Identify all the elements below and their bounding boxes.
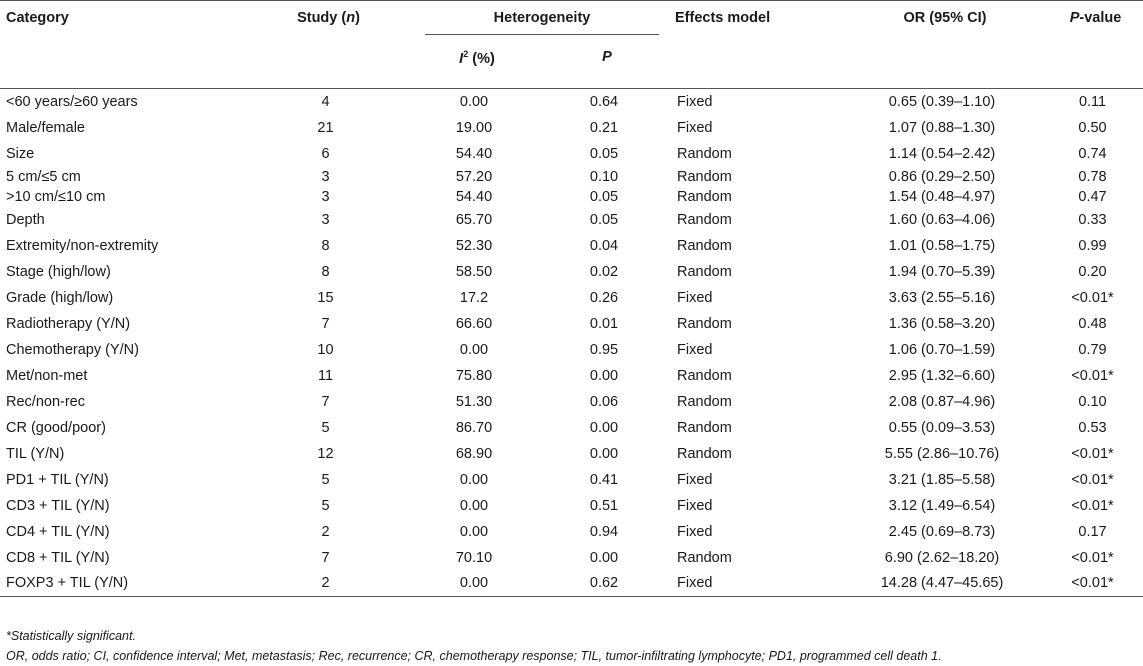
cell-or-ci: 1.94 (0.70–5.39) (888, 263, 996, 280)
cell-i2: 54.40 (455, 188, 493, 205)
table-row (0, 467, 1143, 493)
table-row (0, 115, 1143, 141)
cell-or-ci: 3.21 (1.85–5.58) (888, 471, 996, 488)
cell-p-value: 0.47 (1078, 188, 1107, 205)
table-row (0, 493, 1143, 519)
table-row (0, 441, 1143, 467)
cell-p-value: <0.01* (1071, 549, 1114, 566)
cell-p: 0.26 (589, 289, 619, 306)
footnote-abbreviations: OR, odds ratio; CI, confidence interval; Met, metastasis; Rec, recurrence; CR, chemotherapy response; TIL, tumor-infiltrating lymphocyte; PD1, programmed cell death 1. (6, 649, 942, 663)
table-row (0, 363, 1143, 389)
cell-category: CD8 + TIL (Y/N) (6, 549, 110, 566)
table-row (0, 337, 1143, 363)
header-i2: $I^2$ (%) (409, 37, 539, 89)
table-body (0, 89, 1143, 597)
cell-i2: 52.30 (455, 237, 493, 254)
cell-or-ci: 3.63 (2.55–5.16) (888, 289, 996, 306)
cell-p-value: 0.48 (1078, 315, 1107, 332)
cell-or-ci: 1.01 (0.58–1.75) (888, 237, 996, 254)
cell-or-ci: 5.55 (2.86–10.76) (884, 445, 1000, 462)
cell-effects-model: Fixed (669, 571, 842, 597)
table-row (0, 285, 1143, 311)
footnote-significance: *Statistically significant. (6, 629, 136, 643)
cell-effects-model: Random (677, 211, 732, 228)
cell-category: >10 cm/≤10 cm (6, 188, 106, 205)
cell-p-value: 0.78 (1078, 168, 1107, 185)
cell-category: CD3 + TIL (Y/N) (6, 497, 110, 514)
cell-p: 0.00 (589, 367, 619, 384)
cell-study: 5 (321, 497, 330, 514)
cell-study: 3 (321, 211, 330, 228)
cell-i2: 68.90 (455, 445, 493, 462)
cell-p-value: <0.01* (1071, 367, 1114, 384)
cell-or-ci: 14.28 (4.47–45.65) (842, 571, 1042, 597)
cell-category: Size (6, 145, 35, 162)
table-row (0, 259, 1143, 285)
cell-effects-model: Fixed (677, 497, 713, 514)
cell-p: 0.01 (589, 315, 619, 332)
header-empty (1042, 37, 1143, 89)
cell-i2: 86.70 (455, 419, 493, 436)
cell-i2: 0.00 (459, 341, 489, 358)
cell-p: 0.62 (539, 571, 669, 597)
table-row (0, 141, 1143, 167)
cell-p-value: <0.01* (1071, 445, 1114, 462)
cell-effects-model: Random (677, 367, 732, 384)
cell-p: 0.06 (589, 393, 619, 410)
cell-effects-model: Random (677, 263, 732, 280)
cell-study: 2 (321, 523, 330, 540)
table-row (0, 187, 1143, 207)
cell-category: 5 cm/≤5 cm (6, 168, 81, 185)
header-study: Study (n) (242, 1, 409, 37)
cell-or-ci: 2.08 (0.87–4.96) (888, 393, 996, 410)
header-effects-model: Effects model (669, 1, 842, 37)
table-row (0, 571, 1143, 597)
header-p: P (539, 37, 669, 89)
header-category: Category (0, 1, 242, 37)
table-row (0, 207, 1143, 233)
cell-effects-model: Fixed (677, 523, 713, 540)
cell-i2: 51.30 (455, 393, 493, 410)
cell-or-ci: 1.06 (0.70–1.59) (888, 341, 996, 358)
cell-study: 2 (242, 571, 409, 597)
header-empty (669, 37, 842, 89)
cell-p-value: 0.53 (1078, 419, 1107, 436)
table-header (0, 1, 1143, 89)
cell-category: Rec/non-rec (6, 393, 85, 410)
header-empty (0, 37, 242, 89)
cell-or-ci: 1.07 (0.88–1.30) (888, 119, 996, 136)
cell-or-ci: 1.14 (0.54–2.42) (888, 145, 996, 162)
header-or-ci: OR (95% CI) (842, 1, 1042, 37)
cell-category: Chemotherapy (Y/N) (6, 341, 139, 358)
cell-study: 6 (321, 145, 330, 162)
cell-or-ci: 2.45 (0.69–8.73) (888, 523, 996, 540)
heterogeneity-label: Heterogeneity (425, 10, 659, 35)
cell-p: 0.00 (589, 445, 619, 462)
cell-or-ci: 6.90 (2.62–18.20) (884, 549, 1000, 566)
cell-p: 0.05 (589, 188, 619, 205)
cell-effects-model: Fixed (677, 341, 713, 358)
cell-p: 0.10 (589, 168, 619, 185)
cell-category: CD4 + TIL (Y/N) (6, 523, 110, 540)
cell-effects-model: Random (677, 549, 732, 566)
cell-effects-model: Random (677, 237, 732, 254)
header-p-value: P-value (1042, 1, 1143, 37)
cell-p-value: 0.20 (1078, 263, 1107, 280)
table-row (0, 519, 1143, 545)
cell-p-value: <0.01* (1071, 471, 1114, 488)
cell-p-value: <0.01* (1042, 571, 1143, 597)
cell-study: 11 (317, 367, 334, 384)
header-heterogeneity (409, 1, 669, 37)
header-empty (842, 37, 1042, 89)
table-footnotes (6, 626, 942, 666)
cell-i2: 0.00 (459, 523, 489, 540)
cell-category: Met/non-met (6, 367, 88, 384)
cell-p-value: 0.33 (1078, 211, 1107, 228)
cell-or-ci: 0.86 (0.29–2.50) (888, 168, 996, 185)
header-empty (242, 37, 409, 89)
cell-p-value: <0.01* (1071, 497, 1114, 514)
cell-p-value: 0.10 (1078, 393, 1107, 410)
cell-study: 21 (317, 119, 334, 136)
cell-p: 0.00 (589, 549, 619, 566)
table-row (0, 89, 1143, 115)
cell-or-ci: 0.65 (0.39–1.10) (888, 93, 996, 110)
cell-p: 0.95 (589, 341, 619, 358)
cell-i2: 70.10 (455, 549, 493, 566)
table-row (0, 311, 1143, 337)
cell-p: 0.64 (589, 93, 619, 110)
cell-p: 0.05 (589, 211, 619, 228)
cell-p-value: 0.74 (1078, 145, 1107, 162)
cell-study: 3 (321, 188, 330, 205)
cell-i2: 0.00 (459, 497, 489, 514)
cell-p: 0.41 (589, 471, 619, 488)
cell-i2: 75.80 (455, 367, 493, 384)
cell-or-ci: 0.55 (0.09–3.53) (888, 419, 996, 436)
cell-effects-model: Random (677, 168, 732, 185)
table-row (0, 545, 1143, 571)
cell-effects-model: Random (677, 315, 732, 332)
cell-p-value: <0.01* (1071, 289, 1114, 306)
cell-study: 8 (321, 263, 330, 280)
cell-i2: 0.00 (459, 471, 489, 488)
cell-p-value: 0.79 (1078, 341, 1107, 358)
cell-p: 0.21 (589, 119, 619, 136)
cell-i2: 17.2 (459, 289, 489, 306)
cell-category: CR (good/poor) (6, 419, 106, 436)
cell-i2: 19.00 (455, 119, 493, 136)
cell-p: 0.04 (589, 237, 619, 254)
cell-study: 10 (317, 341, 334, 358)
cell-effects-model: Random (677, 445, 732, 462)
cell-category: Stage (high/low) (6, 263, 111, 280)
table-row (0, 389, 1143, 415)
cell-i2: 0.00 (459, 93, 489, 110)
cell-study: 5 (321, 471, 330, 488)
cell-i2: 65.70 (455, 211, 493, 228)
cell-study: 15 (317, 289, 334, 306)
cell-effects-model: Random (677, 419, 732, 436)
cell-or-ci: 1.60 (0.63–4.06) (888, 211, 996, 228)
cell-category: <60 years/≥60 years (6, 93, 138, 110)
cell-effects-model: Fixed (677, 93, 713, 110)
cell-p: 0.02 (589, 263, 619, 280)
table-row (0, 167, 1143, 187)
cell-p-value: 0.17 (1078, 523, 1107, 540)
cell-effects-model: Fixed (677, 471, 713, 488)
cell-effects-model: Random (677, 393, 732, 410)
cell-effects-model: Fixed (677, 119, 713, 136)
cell-study: 7 (321, 549, 330, 566)
cell-i2: 66.60 (455, 315, 493, 332)
cell-p: 0.00 (589, 419, 619, 436)
cell-i2: 58.50 (455, 263, 493, 280)
cell-category: PD1 + TIL (Y/N) (6, 471, 109, 488)
cell-category: Male/female (6, 119, 85, 136)
cell-i2: 0.00 (409, 571, 539, 597)
cell-or-ci: 1.54 (0.48–4.97) (888, 188, 996, 205)
cell-or-ci: 1.36 (0.58–3.20) (888, 315, 996, 332)
cell-study: 7 (321, 393, 330, 410)
cell-category: Depth (6, 211, 45, 228)
cell-category: Extremity/non-extremity (6, 237, 159, 254)
cell-or-ci: 2.95 (1.32–6.60) (888, 367, 996, 384)
cell-i2: 57.20 (455, 168, 493, 185)
cell-study: 5 (321, 419, 330, 436)
cell-study: 7 (321, 315, 330, 332)
cell-p: 0.94 (589, 523, 619, 540)
cell-effects-model: Fixed (677, 289, 713, 306)
cell-category: Radiotherapy (Y/N) (6, 315, 131, 332)
cell-or-ci: 3.12 (1.49–6.54) (888, 497, 996, 514)
cell-i2: 54.40 (455, 145, 493, 162)
cell-p: 0.05 (589, 145, 619, 162)
cell-effects-model: Random (677, 145, 732, 162)
cell-p-value: 0.11 (1078, 93, 1107, 110)
table-row (0, 415, 1143, 441)
cell-effects-model: Random (677, 188, 732, 205)
cell-study: 8 (321, 237, 330, 254)
cell-study: 4 (321, 93, 330, 110)
cell-p-value: 0.50 (1078, 119, 1107, 136)
cell-category: FOXP3 + TIL (Y/N) (0, 571, 242, 597)
cell-study: 3 (321, 168, 330, 185)
table-row (0, 233, 1143, 259)
cell-category: TIL (Y/N) (6, 445, 65, 462)
cell-p: 0.51 (589, 497, 619, 514)
cell-study: 12 (317, 445, 334, 462)
cell-category: Grade (high/low) (6, 289, 114, 306)
cell-p-value: 0.99 (1078, 237, 1107, 254)
